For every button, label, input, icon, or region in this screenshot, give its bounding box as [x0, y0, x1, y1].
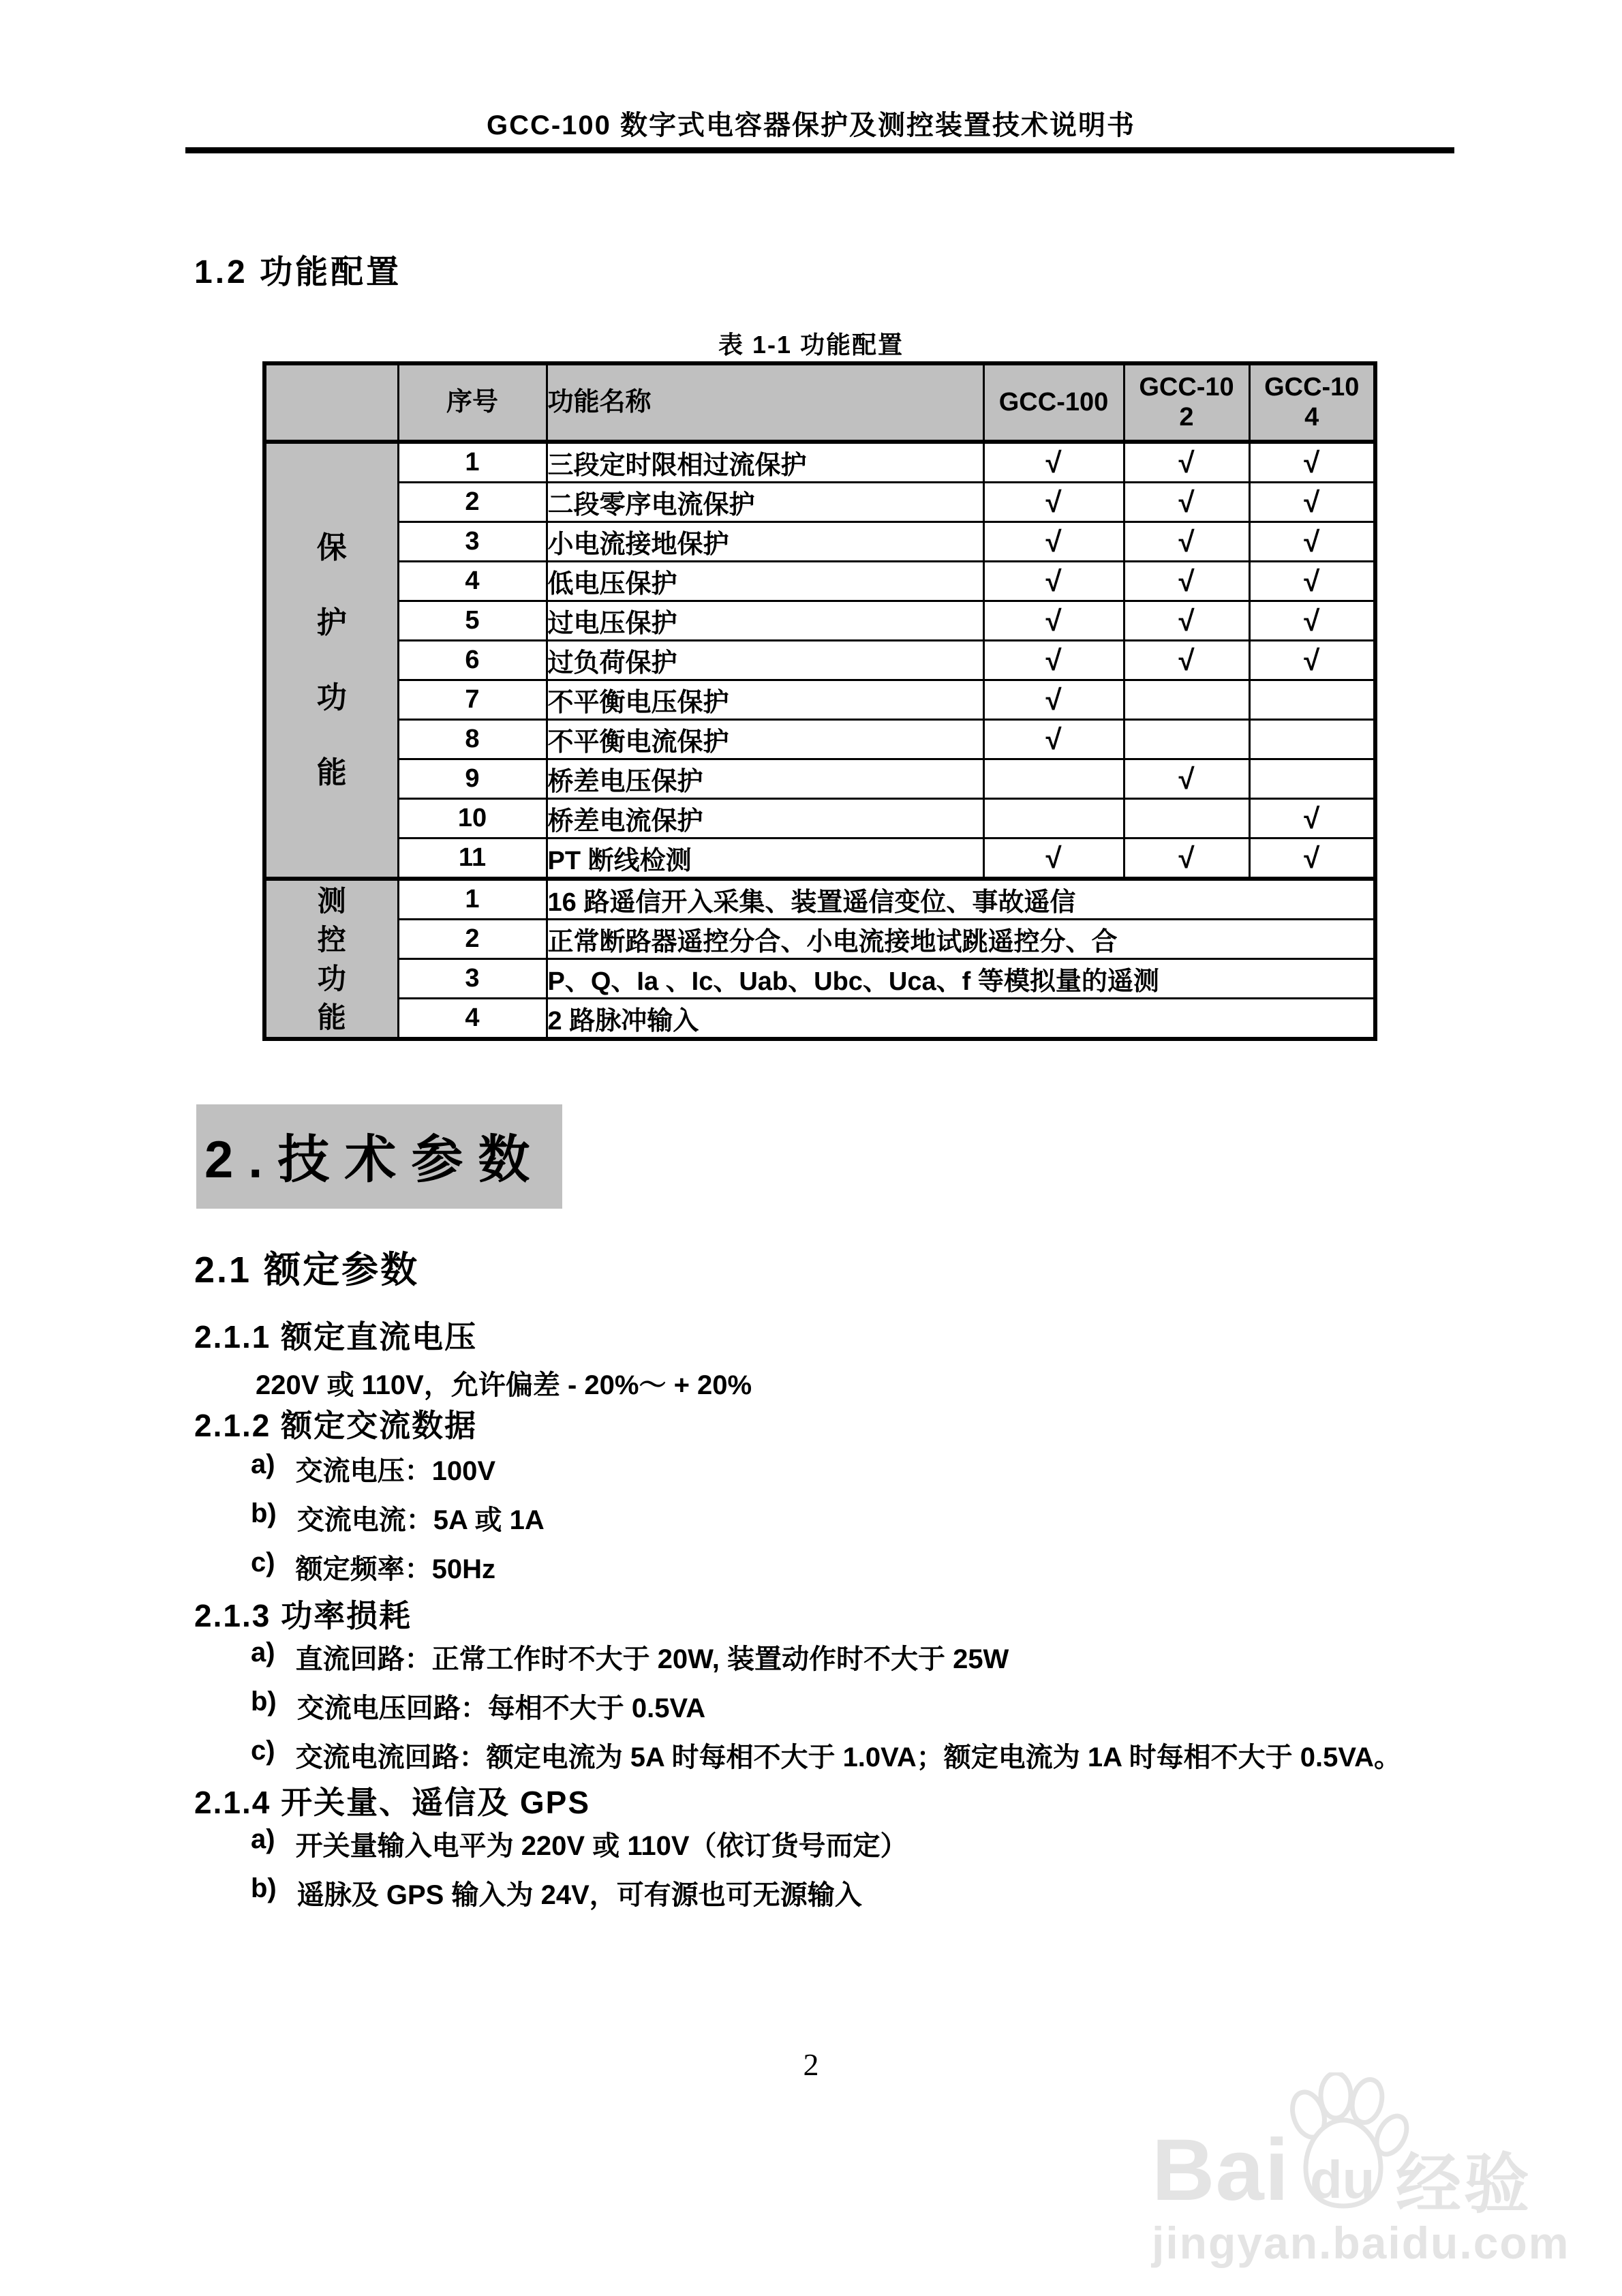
- item-label: b): [251, 1687, 277, 1717]
- row-function-name: 2 路脉冲输入: [547, 999, 1375, 1040]
- row-seq: 9: [398, 759, 547, 799]
- item-label: c): [251, 1736, 275, 1766]
- table-row: [264, 601, 1375, 641]
- row-function-name: 16 路遥信开入采集、装置遥信变位、事故遥信: [547, 879, 1375, 920]
- check-gcc100: √: [983, 839, 1124, 879]
- check-gcc102: √: [1124, 839, 1249, 879]
- function-config-table: [262, 361, 1377, 1041]
- dc-voltage-text: 220V 或 110V，允许偏差 - 20%～ + 20%: [256, 1370, 752, 1400]
- document-header-title: GCC-100 数字式电容器保护及测控装置技术说明书: [486, 110, 1136, 140]
- list-item-b: [251, 1687, 705, 1725]
- check-gcc102: √: [1124, 483, 1249, 522]
- row-function-name: 桥差电压保护: [547, 759, 983, 799]
- col-header-gcc104-line2: 4: [1304, 402, 1319, 432]
- col-header-gcc102-line1: GCC-10: [1139, 372, 1234, 402]
- watermark-url: jingyan.baidu.com: [1152, 2218, 1570, 2268]
- list-item-b: [251, 1873, 862, 1912]
- check-gcc100: √: [983, 522, 1124, 562]
- section-2-1-heading: 2.1 额定参数: [194, 1250, 420, 1290]
- row-seq: 8: [398, 720, 547, 759]
- col-header-gcc102: [1124, 363, 1249, 442]
- check-gcc104: √: [1249, 641, 1375, 680]
- check-gcc100: √: [983, 483, 1124, 522]
- item-text: 交流电流回路：额定电流为 5A 时每相不大于 1.0VA；额定电流为 1A 时每相不大于 0.5VA。: [295, 1742, 1401, 1772]
- row-seq: 1: [398, 879, 547, 920]
- row-seq: 4: [398, 999, 547, 1040]
- table-row: [264, 720, 1375, 759]
- item-text: 交流电压：100V: [295, 1456, 495, 1486]
- table-row: [264, 680, 1375, 720]
- row-seq: 5: [398, 601, 547, 641]
- row-seq: 2: [398, 920, 547, 959]
- row-seq: 1: [398, 442, 547, 483]
- list-item-a: [251, 1637, 1009, 1676]
- baidu-watermark: [1152, 2072, 1574, 2277]
- check-gcc102: √: [1124, 641, 1249, 680]
- check-gcc104: √: [1249, 799, 1375, 839]
- check-gcc100: √: [983, 720, 1124, 759]
- item-label: b): [251, 1873, 277, 1903]
- table-row: [264, 562, 1375, 601]
- table-row: [264, 999, 1375, 1040]
- section-2-heading: [196, 1104, 562, 1209]
- watermark-brand-du: du: [1310, 2149, 1375, 2209]
- check-gcc104: √: [1249, 483, 1375, 522]
- list-item-a: [251, 1449, 495, 1488]
- list-item-b: [251, 1498, 545, 1537]
- check-gcc100: √: [983, 442, 1124, 483]
- table-row: [264, 522, 1375, 562]
- item-text: 额定频率：50Hz: [295, 1554, 495, 1584]
- row-seq: 6: [398, 641, 547, 680]
- section-1-2-heading: 1.2 功能配置: [194, 254, 402, 290]
- check-gcc102: [1124, 720, 1249, 759]
- row-seq: 10: [398, 799, 547, 839]
- group-label-protection: 保 护 功 能: [316, 530, 347, 789]
- table-row: [264, 839, 1375, 879]
- row-function-name: 二段零序电流保护: [547, 483, 983, 522]
- heading-2-1-1: 2.1.1 额定直流电压: [194, 1319, 478, 1355]
- col-header-gcc104-line1: GCC-10: [1264, 372, 1360, 402]
- table-row: [264, 442, 1375, 483]
- item-label: a): [251, 1637, 275, 1667]
- row-function-name: 过负荷保护: [547, 641, 983, 680]
- check-gcc100: [983, 799, 1124, 839]
- watermark-brand-text: Bai: [1152, 2121, 1290, 2219]
- item-text: 直流回路：正常工作时不大于 20W, 装置动作时不大于 25W: [295, 1644, 1009, 1674]
- col-header-gcc104: [1249, 363, 1375, 442]
- item-text: 遥脉及 GPS 输入为 24V，可有源也可无源输入: [296, 1880, 862, 1910]
- check-gcc104: √: [1249, 442, 1375, 483]
- row-function-name: 小电流接地保护: [547, 522, 983, 562]
- section-2-heading-text: 2.技术参数: [196, 1104, 562, 1209]
- row-seq: 4: [398, 562, 547, 601]
- list-item-c: [251, 1736, 1401, 1774]
- item-text: 交流电流：5A 或 1A: [296, 1505, 545, 1535]
- check-gcc100: [983, 759, 1124, 799]
- row-function-name: 桥差电流保护: [547, 799, 983, 839]
- check-gcc100: √: [983, 641, 1124, 680]
- row-function-name: 过电压保护: [547, 601, 983, 641]
- row-seq: 11: [398, 839, 547, 879]
- col-header-gcc100: GCC-100: [983, 363, 1124, 442]
- check-gcc102: √: [1124, 442, 1249, 483]
- table-row: [264, 959, 1375, 999]
- check-gcc104: √: [1249, 839, 1375, 879]
- check-gcc102: √: [1124, 601, 1249, 641]
- table-row: [264, 920, 1375, 959]
- item-label: c): [251, 1547, 275, 1577]
- col-header-group: [264, 363, 398, 442]
- col-header-function-name: 功能名称: [547, 363, 983, 442]
- heading-2-1-3: 2.1.3 功率损耗: [194, 1598, 412, 1633]
- item-label: a): [251, 1449, 275, 1479]
- item-label: a): [251, 1824, 275, 1854]
- list-item-c: [251, 1547, 495, 1586]
- row-seq: 2: [398, 483, 547, 522]
- table-row: [264, 759, 1375, 799]
- item-text: 交流电压回路：每相不大于 0.5VA: [296, 1693, 706, 1723]
- check-gcc102: √: [1124, 562, 1249, 601]
- table-caption: 表 1-1 功能配置: [718, 331, 904, 359]
- row-function-name: 正常断路器遥控分合、小电流接地试跳遥控分、合: [547, 920, 1375, 959]
- check-gcc104: √: [1249, 522, 1375, 562]
- row-function-name: 不平衡电流保护: [547, 720, 983, 759]
- row-seq: 3: [398, 522, 547, 562]
- list-item-a: [251, 1824, 908, 1863]
- check-gcc104: [1249, 680, 1375, 720]
- row-function-name: PT 断线检测: [547, 839, 983, 879]
- table-row: [264, 799, 1375, 839]
- item-text: 开关量输入电平为 220V 或 110V（依订货号而定）: [295, 1831, 908, 1861]
- table-row: [264, 879, 1375, 920]
- col-header-seq: 序号: [398, 363, 547, 442]
- check-gcc102: √: [1124, 759, 1249, 799]
- check-gcc104: [1249, 759, 1375, 799]
- table-row: [264, 641, 1375, 680]
- check-gcc100: √: [983, 562, 1124, 601]
- row-seq: 7: [398, 680, 547, 720]
- col-header-gcc102-line2: 2: [1179, 402, 1194, 432]
- check-gcc100: √: [983, 680, 1124, 720]
- check-gcc100: √: [983, 601, 1124, 641]
- item-label: b): [251, 1498, 277, 1528]
- check-gcc104: [1249, 720, 1375, 759]
- row-function-name: 不平衡电压保护: [547, 680, 983, 720]
- check-gcc104: √: [1249, 562, 1375, 601]
- check-gcc102: [1124, 680, 1249, 720]
- heading-2-1-4: 2.1.4 开关量、遥信及 GPS: [194, 1785, 591, 1820]
- check-gcc102: √: [1124, 522, 1249, 562]
- header-divider: [185, 147, 1454, 153]
- row-function-name: 三段定时限相过流保护: [547, 442, 983, 483]
- watermark-brand-cn: 经验: [1396, 2148, 1532, 2221]
- check-gcc104: √: [1249, 601, 1375, 641]
- group-cell-protection: [264, 442, 398, 879]
- table-row: [264, 483, 1375, 522]
- row-function-name: 低电压保护: [547, 562, 983, 601]
- heading-2-1-2: 2.1.2 额定交流数据: [194, 1408, 478, 1443]
- check-gcc102: [1124, 799, 1249, 839]
- table-header-row: [264, 363, 1375, 442]
- page-number: 2: [803, 2047, 819, 2082]
- row-seq: 3: [398, 959, 547, 999]
- group-label-measure-control: 测 控 功 能: [317, 884, 346, 1033]
- row-function-name: P、Q、Ia 、Ic、Uab、Ubc、Uca、f 等模拟量的遥测: [547, 959, 1375, 999]
- group-cell-measure-control: [264, 879, 398, 1039]
